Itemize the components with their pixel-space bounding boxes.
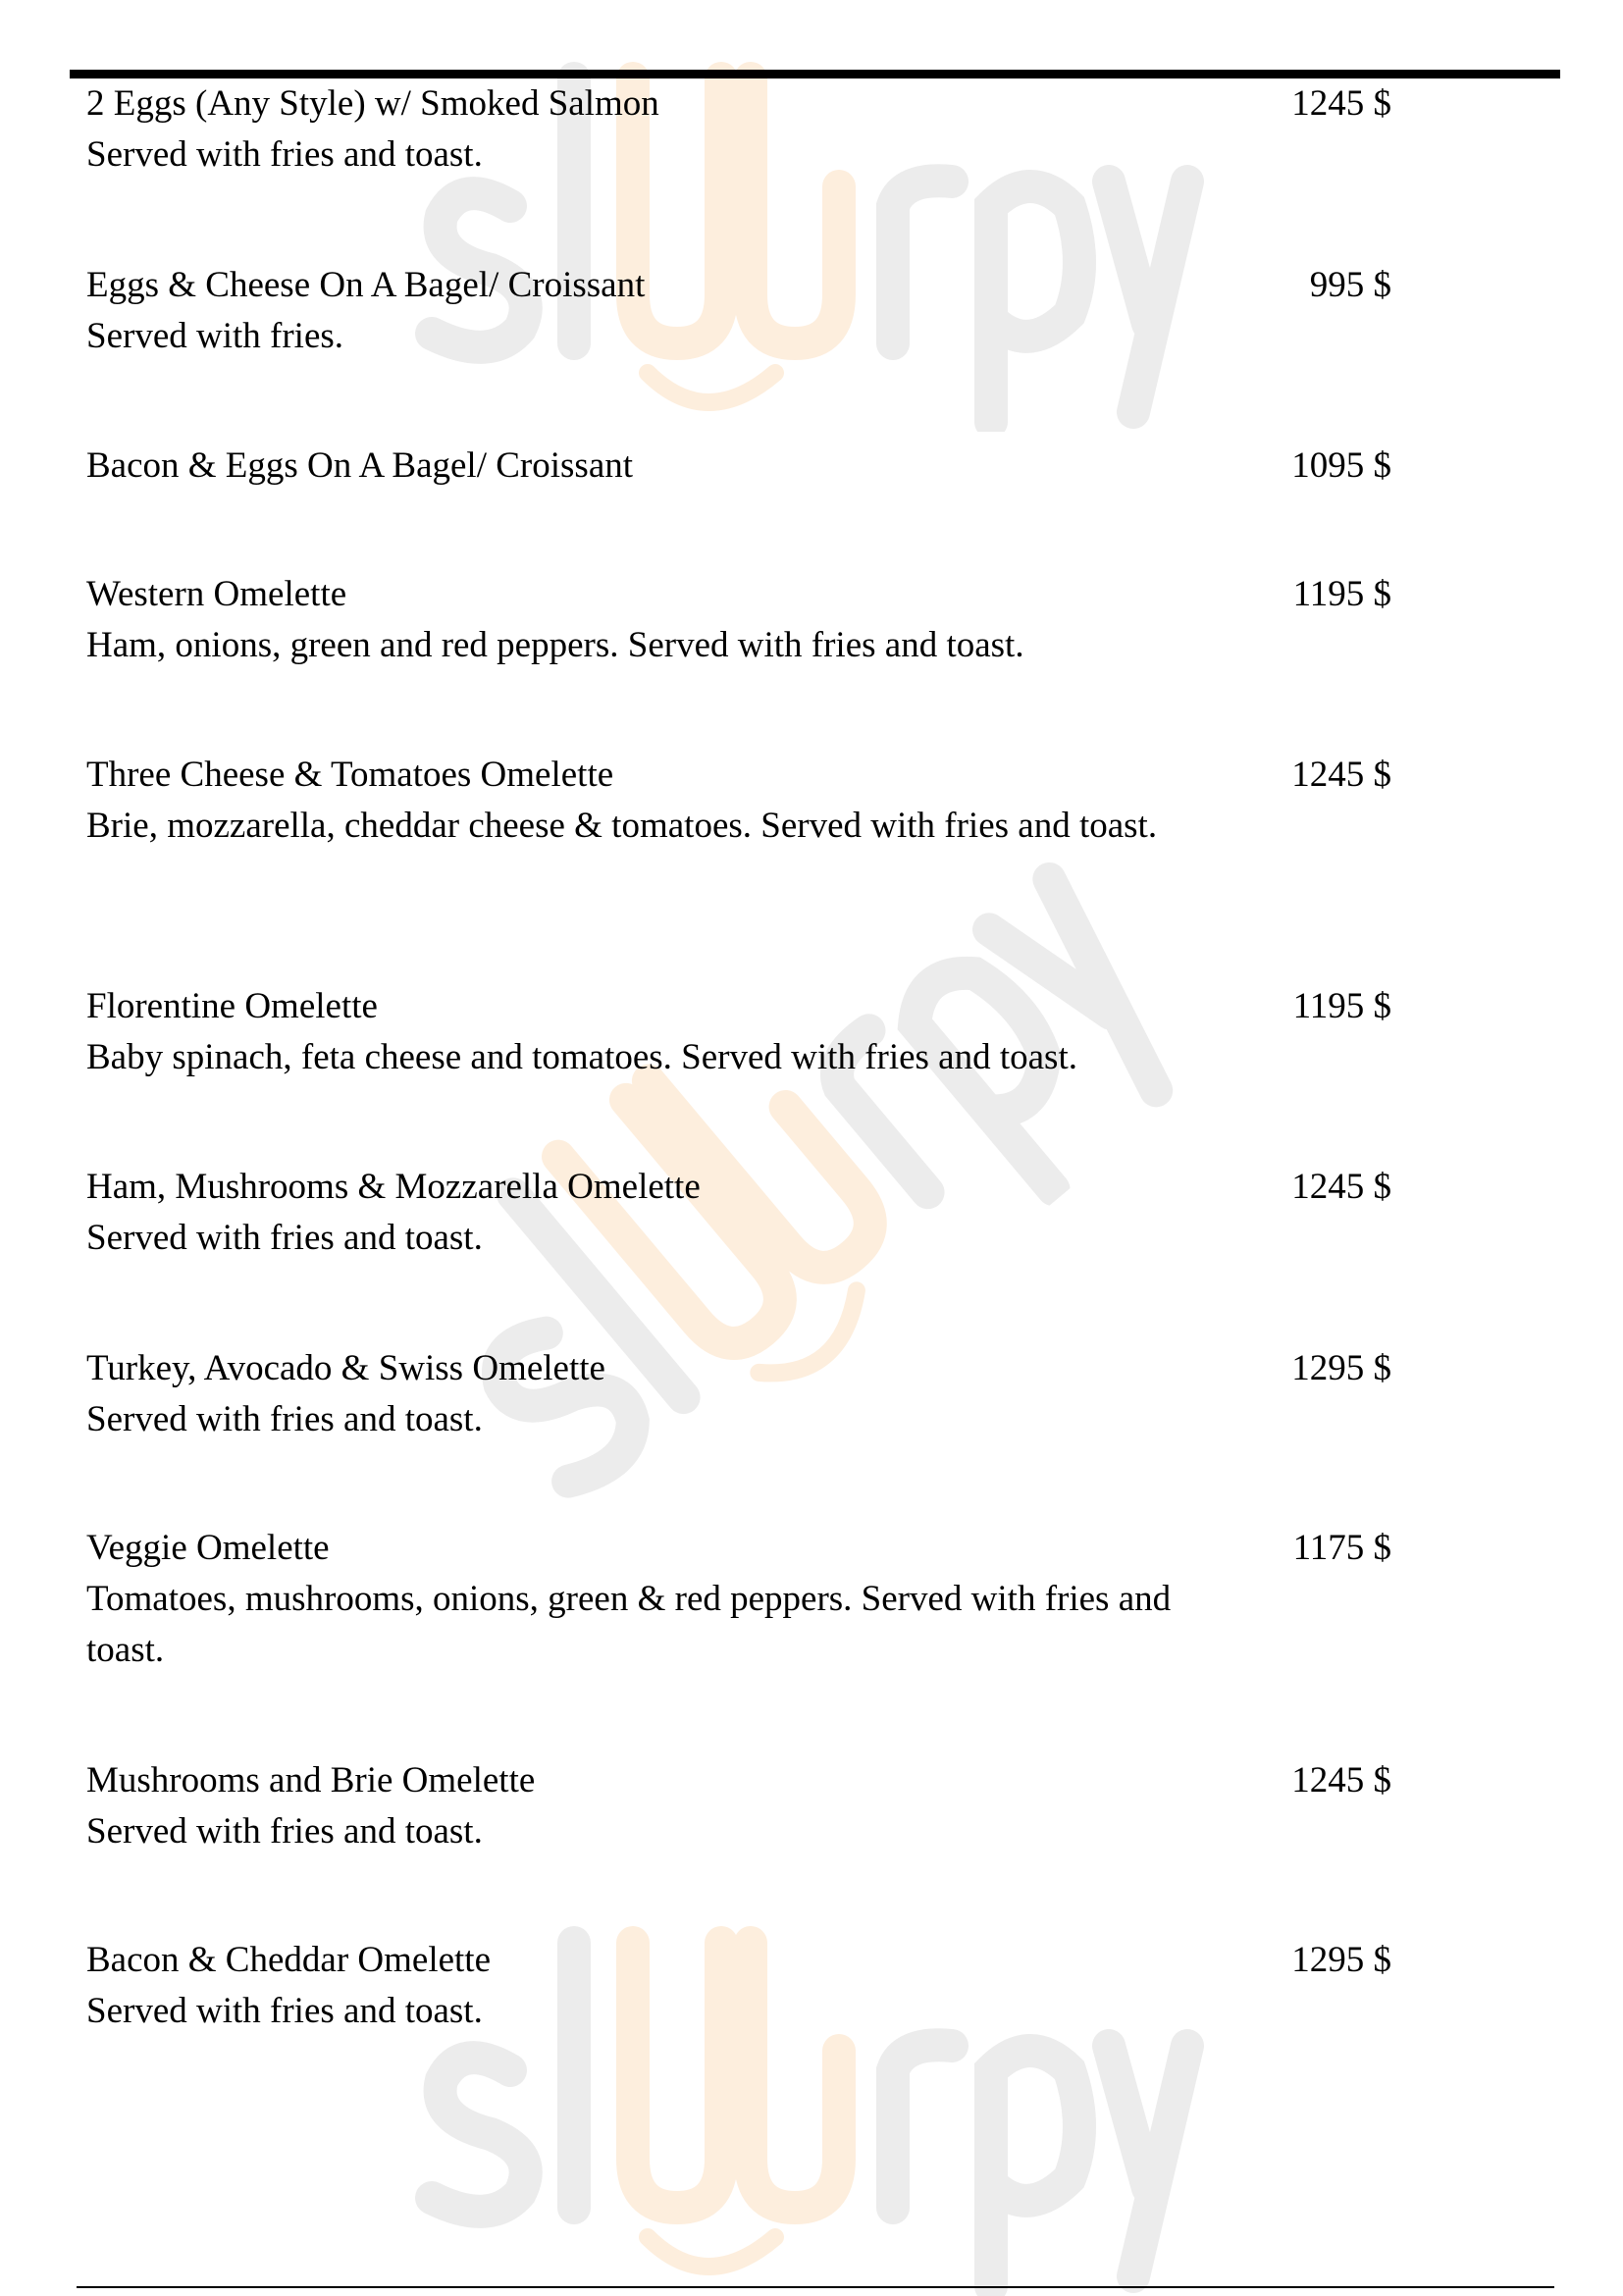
top-rule xyxy=(70,70,1560,78)
item-title: Florentine Omelette xyxy=(86,986,378,1026)
menu-item xyxy=(86,569,1391,671)
item-price: 1095 $ xyxy=(1291,445,1391,486)
menu-item xyxy=(86,981,1391,1083)
item-description: Tomatoes, mushrooms, onions, green & red peppers. Served with fries and toast. xyxy=(86,1579,1172,1670)
item-description: Served with fries and toast. xyxy=(86,1811,483,1852)
item-description: Served with fries and toast. xyxy=(86,1991,483,2031)
item-title: Ham, Mushrooms & Mozzarella Omelette xyxy=(86,1167,701,1207)
item-price: 1295 $ xyxy=(1291,1348,1391,1388)
item-price: 1245 $ xyxy=(1291,1760,1391,1800)
item-description: Baby spinach, feta cheese and tomatoes. Served with fries and toast. xyxy=(86,1037,1077,1077)
item-title: Eggs & Cheese On A Bagel/ Croissant xyxy=(86,265,646,305)
item-description: Brie, mozzarella, cheddar cheese & tomatoes. Served with fries and toast. xyxy=(86,806,1158,846)
item-description: Ham, onions, green and red peppers. Served with fries and toast. xyxy=(86,625,1024,665)
menu-item xyxy=(86,441,1391,492)
item-title: Mushrooms and Brie Omelette xyxy=(86,1760,536,1800)
menu-item xyxy=(86,1162,1391,1264)
item-price: 1295 $ xyxy=(1291,1940,1391,1980)
item-title: Western Omelette xyxy=(86,574,347,614)
item-price: 1195 $ xyxy=(1292,986,1391,1026)
item-title: Three Cheese & Tomatoes Omelette xyxy=(86,755,614,795)
item-description: Served with fries. xyxy=(86,316,344,356)
item-title: Turkey, Avocado & Swiss Omelette xyxy=(86,1348,605,1388)
menu-item xyxy=(86,78,1391,181)
menu-item xyxy=(86,750,1391,852)
item-price: 1245 $ xyxy=(1291,755,1391,795)
bottom-rule xyxy=(77,2286,1554,2288)
menu-item xyxy=(86,260,1391,362)
item-title: Veggie Omelette xyxy=(86,1528,330,1568)
item-title: 2 Eggs (Any Style) w/ Smoked Salmon xyxy=(86,83,659,124)
menu-item xyxy=(86,1523,1391,1676)
item-price: 1195 $ xyxy=(1292,574,1391,614)
item-price: 1175 $ xyxy=(1292,1528,1391,1568)
item-description: Served with fries and toast. xyxy=(86,1218,483,1258)
item-title: Bacon & Eggs On A Bagel/ Croissant xyxy=(86,445,634,486)
item-price: 1245 $ xyxy=(1291,83,1391,124)
menu-item xyxy=(86,1343,1391,1445)
menu-item xyxy=(86,1755,1391,1857)
menu-item xyxy=(86,1935,1391,2037)
item-description: Served with fries and toast. xyxy=(86,1399,483,1439)
item-price: 1245 $ xyxy=(1291,1167,1391,1207)
item-title: Bacon & Cheddar Omelette xyxy=(86,1940,492,1980)
item-description: Served with fries and toast. xyxy=(86,134,483,175)
item-price: 995 $ xyxy=(1309,265,1391,305)
